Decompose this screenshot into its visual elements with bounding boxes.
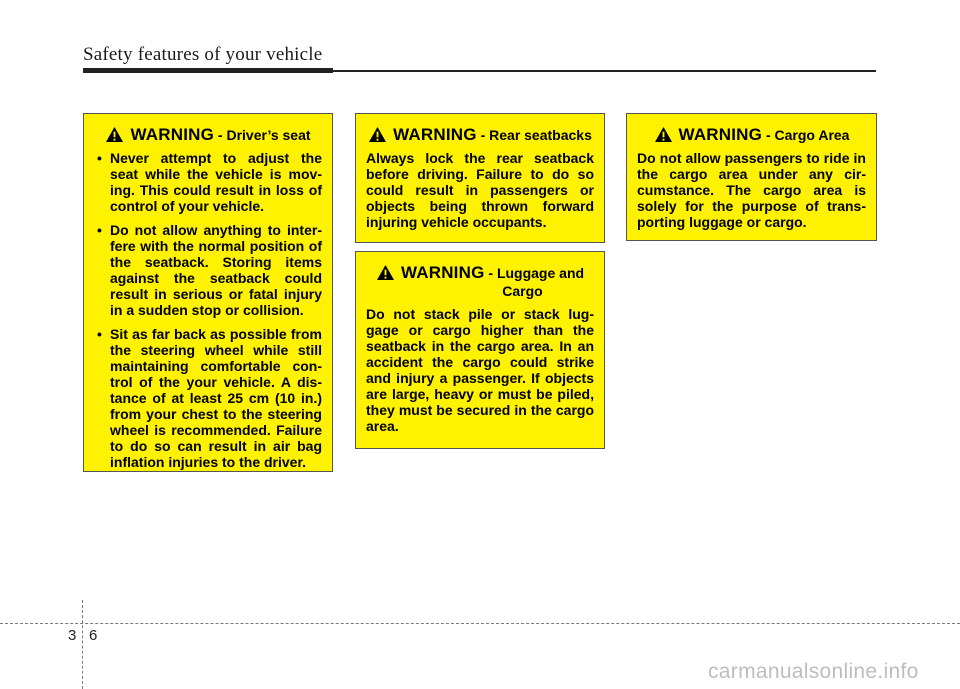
warning-triangle-icon	[376, 264, 395, 281]
header-rule-thick	[83, 68, 333, 73]
warning-title	[366, 264, 594, 300]
warning-topic: - Luggage and	[488, 265, 585, 281]
footer-dashed-divider	[82, 600, 83, 689]
warning-bullet: • Sit as far back as possible from the steering wheel while still maintaining comfortable con-trol of the your vehicle. A dis-tance of at least 25 cm (10 in.) from your chest to the steering wheel is recommended. Failure to do so can result in air bag inflation injuries to the driver.	[94, 326, 322, 470]
warning-bullet: • Do not allow anything to inter-fere with the normal position of the seatback. Storing items against the seatback could result in serious or fatal injury in a sudden stop or collision.	[94, 222, 322, 318]
warning-title	[637, 126, 866, 144]
watermark: carmanualsonline.info	[708, 660, 919, 683]
warning-topic: - Rear seatbacks	[480, 127, 592, 143]
warning-rear-seatbacks	[355, 113, 605, 243]
warning-body: Always lock the rear seatback before driving. Failure to do so could result in passengers or objects being thrown forward injuring vehicle occupants.	[366, 150, 594, 230]
page-header-title: Safety features of your vehicle	[83, 44, 323, 65]
warning-bullet-list	[94, 150, 322, 470]
warning-drivers-seat	[83, 113, 333, 472]
footer-dashed-rule	[0, 623, 960, 624]
warning-body: Do not allow passengers to ride in the cargo area under any cir-cumstance. The cargo area is solely for the purpose of trans-porting luggage or cargo.	[637, 150, 866, 230]
warning-word: WARNING	[130, 125, 215, 144]
warning-word: WARNING	[400, 263, 485, 282]
warning-topic: - Driver’s seat	[217, 127, 311, 143]
warning-triangle-icon	[105, 126, 124, 143]
warning-word: WARNING	[393, 125, 477, 144]
warning-body: Do not stack pile or stack lug-gage or cargo higher than the seatback in the cargo area. In an accident the cargo could strike and injury a passenger. If objects are large, heavy or must be piled, they must be secured in the cargo area.	[366, 306, 594, 434]
header-rule-thin	[333, 70, 876, 72]
warning-word: WARNING	[678, 125, 763, 144]
warning-triangle-icon	[368, 126, 387, 143]
warning-cargo-area	[626, 113, 877, 241]
warning-triangle-icon	[654, 126, 673, 143]
warning-bullet: • Never attempt to adjust the seat while the vehicle is mov-ing. This could result in loss of control of your vehicle.	[94, 150, 322, 214]
page-number: 6	[89, 627, 98, 644]
warning-topic: - Cargo Area	[765, 127, 850, 143]
warning-title	[366, 126, 594, 144]
warning-topic-continued: Cargo	[502, 283, 543, 299]
chapter-number: 3	[68, 627, 77, 644]
warning-luggage-cargo	[355, 251, 605, 449]
warning-title	[94, 126, 322, 144]
